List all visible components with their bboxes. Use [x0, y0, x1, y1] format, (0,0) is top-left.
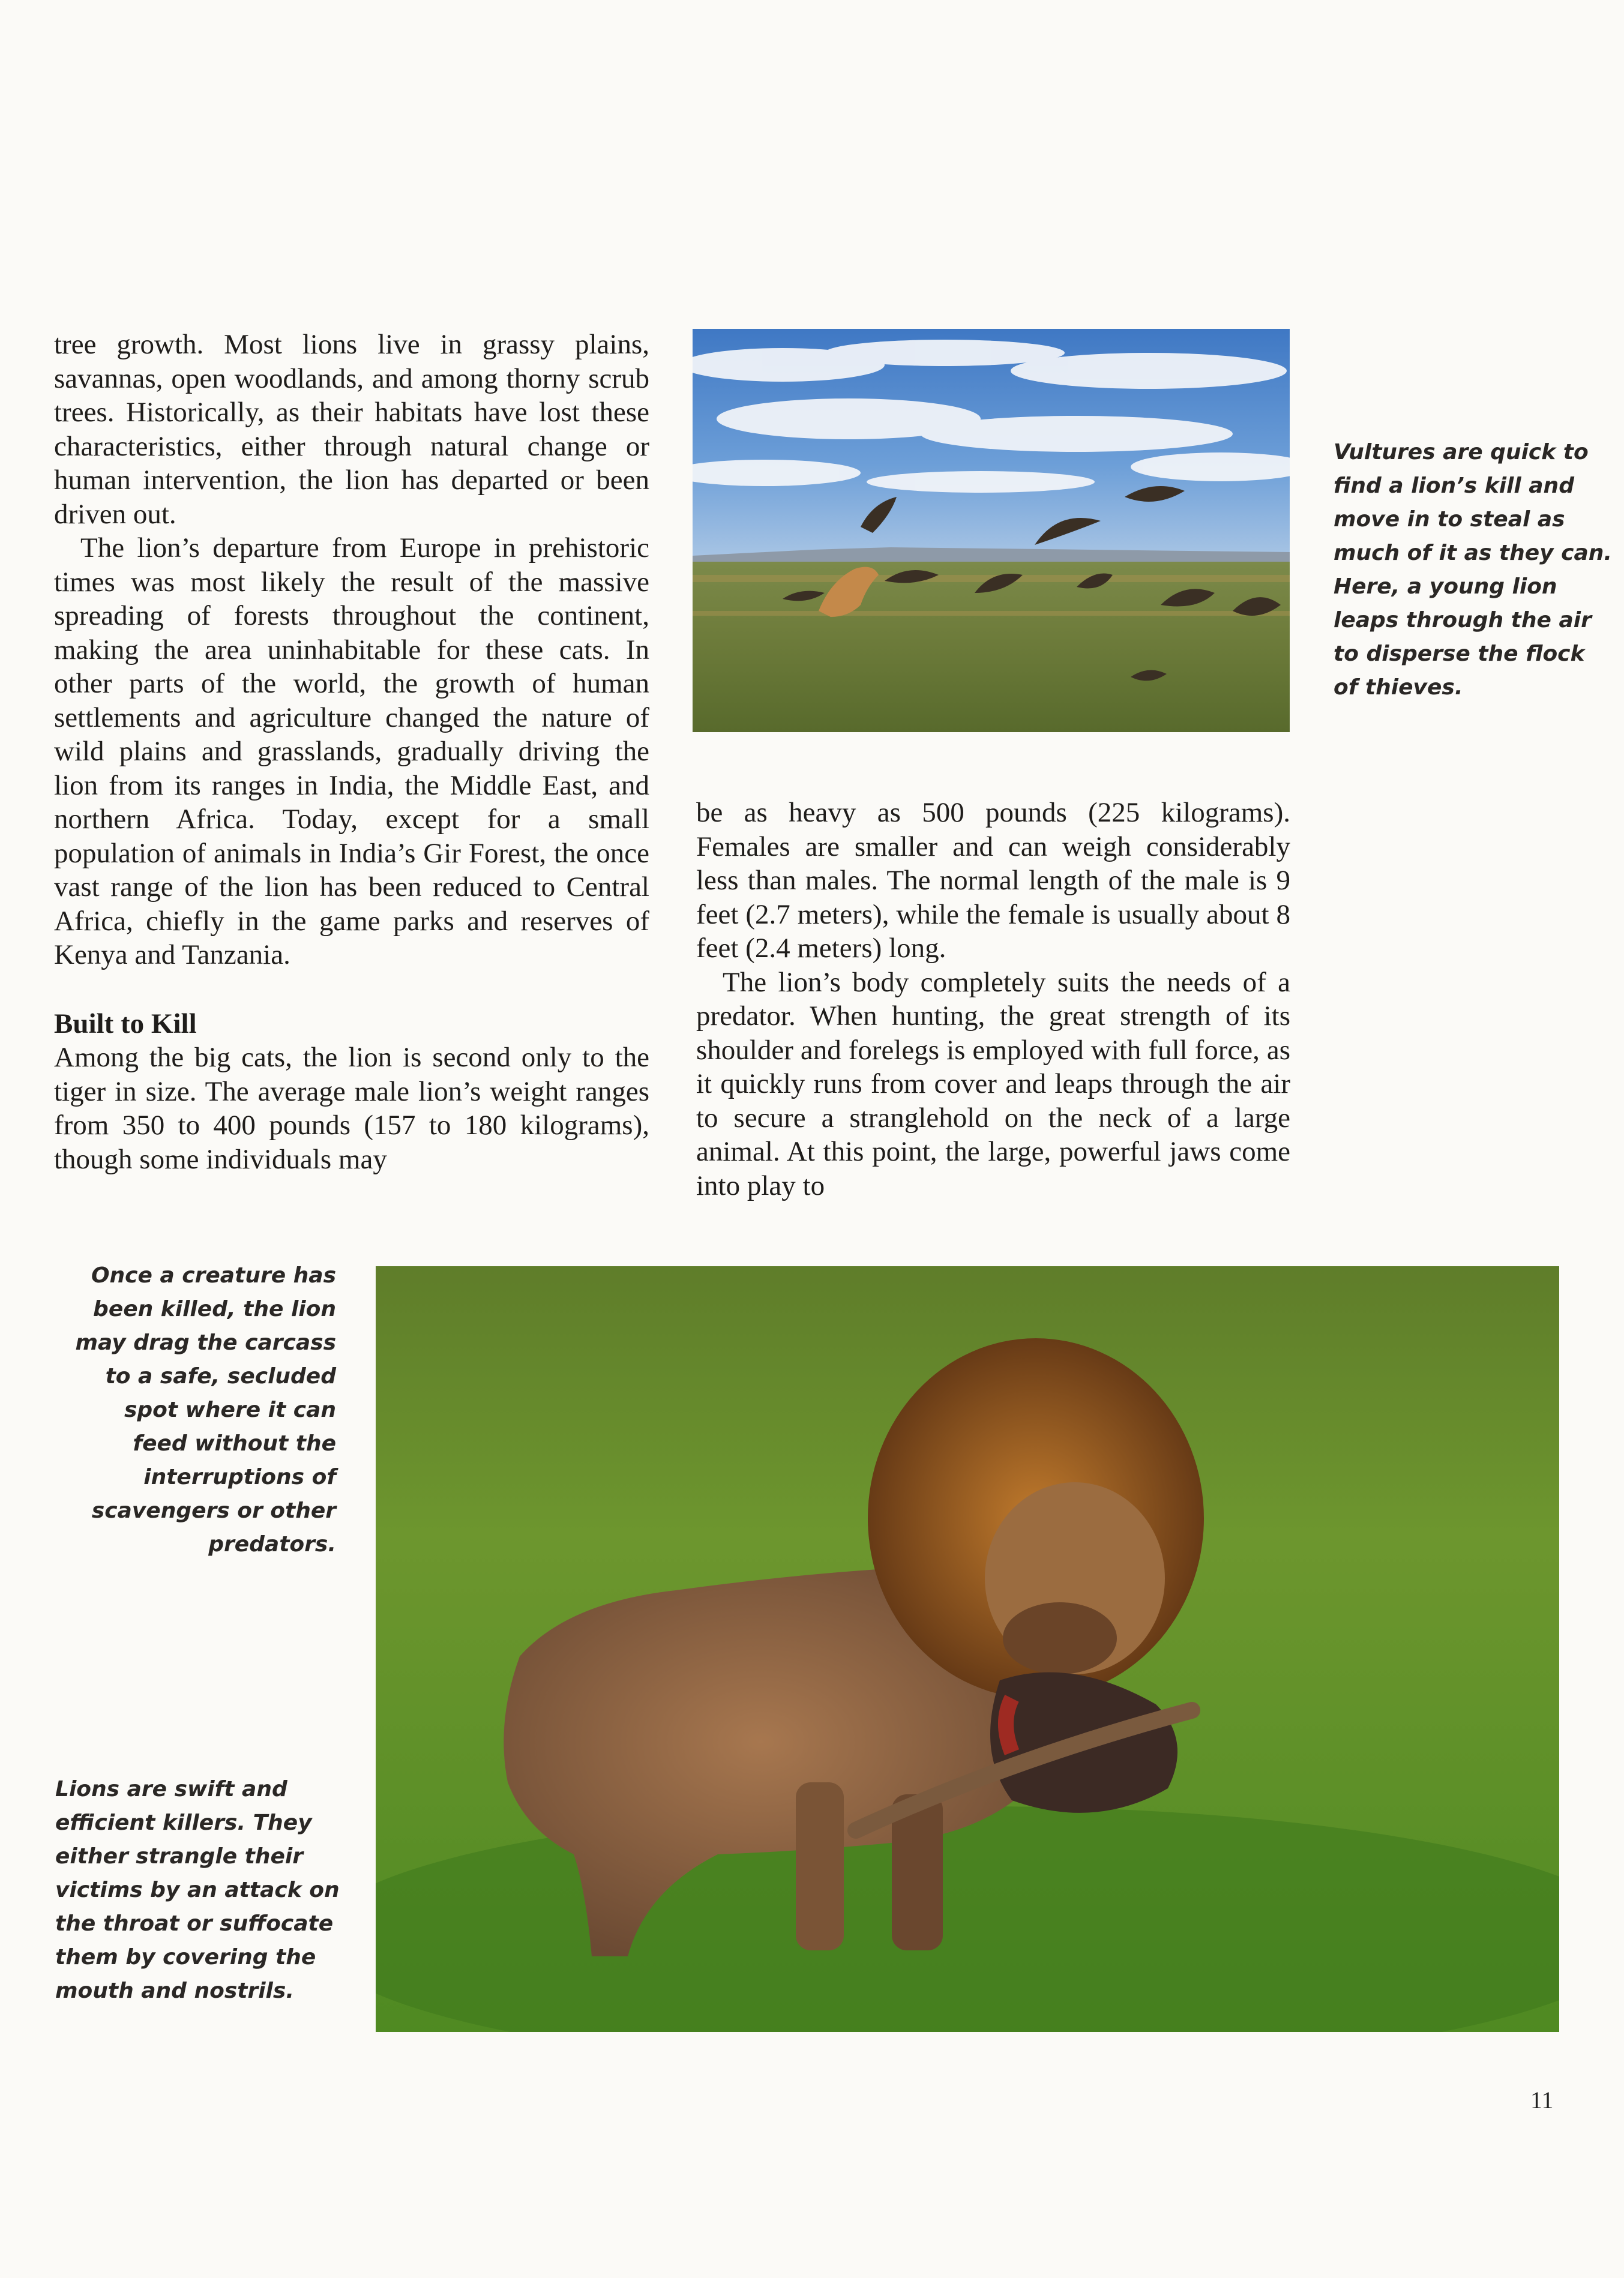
drag-caption: Once a creature has been killed, the lion may drag the carcass to a safe, secluded spot where it can feed without the interruptions of scavengers or other predators. — [75, 1263, 336, 1557]
left-text-column — [54, 328, 649, 1176]
body-paragraph: Among the big cats, the lion is second only to the tiger in size. The average male lion’s weight ranges from 350 to 400 pounds (157 to 180 kilograms), though some individuals may — [54, 1042, 649, 1175]
body-paragraph: be as heavy as 500 pounds (225 kilograms). Females are smaller and can weigh considerably less than males. The normal length of the male is 9 feet (2.7 meters), while the female is usually about 8 feet (2.4 meters) long. — [696, 797, 1290, 964]
right-text-column — [696, 796, 1290, 1203]
vultures-photo — [693, 329, 1290, 732]
vultures-caption: Vultures are quick to find a lion’s kill and move in to steal as much of it as they can. Here, a young lion leaps through the air to disperse the flock of thieves. — [1334, 440, 1613, 700]
section-heading: Built to Kill — [54, 1008, 197, 1039]
body-paragraph: The lion’s body completely suits the needs of a predator. When hunting, the great strength of its shoulder and forelegs is employed with full force, as it quickly runs from cover and leaps through the air to secure a stranglehold on the neck of a large animal. At this point, the large, powerful jaws come into play to — [696, 966, 1290, 1201]
page-number: 11 — [1530, 2087, 1554, 2114]
lion-with-kill-photo — [376, 1266, 1559, 2032]
body-paragraph: tree growth. Most lions live in grassy plains, savannas, open woodlands, and among thorny scrub trees. Historically, as their habitats have lost these characteristics, either through natural change or human intervention, the lion has departed or been driven out. — [54, 329, 649, 530]
body-paragraph: The lion’s departure from Europe in prehistoric times was most likely the result of the massive spreading of forests throughout the continent, making the area uninhabitable for these cats. In other parts of the world, the growth of human settlements and agriculture changed the nature of wild plains and grasslands, gradually driving the lion from its ranges in India, the Middle East, and northern Africa. Today, except for a small population of animals in India’s Gir Forest, the once vast range of the lion has been reduced to Central Africa, chiefly in the game parks and reserves of Kenya and Tanzania. — [54, 532, 649, 970]
swift-caption: Lions are swift and efficient killers. They either strangle their victims by an attack on the throat or suffocate them by covering the mouth and nostrils. — [55, 1777, 340, 2003]
